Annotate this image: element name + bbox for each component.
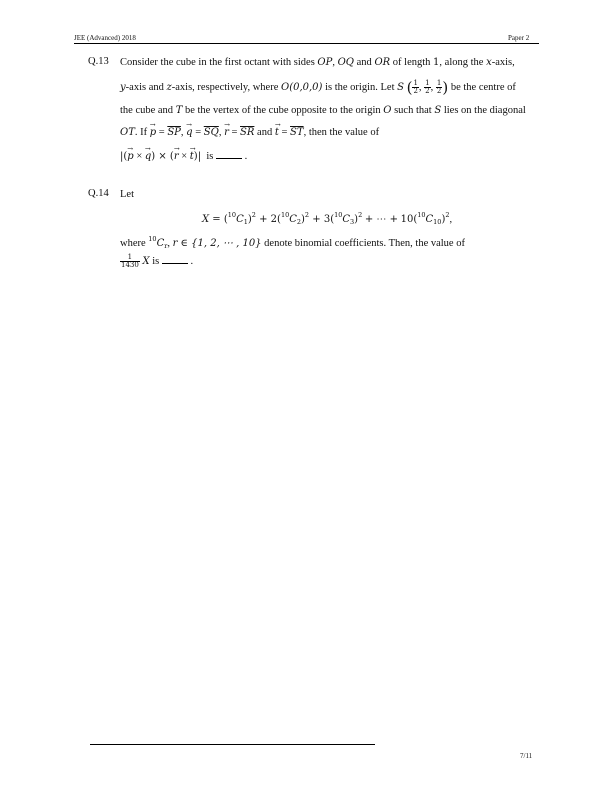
q13-line-4: OT. $If \to p = \overline{SP}$, → $q = \overline{SQ}$, → $r = \overline{SR}$ and → $t = \overline{ST}$, then the value of: [120, 126, 379, 140]
fraction-1-over-1430: $\frac{1}{1430}$: [121, 253, 139, 270]
q13-number: Q.13: [88, 56, 109, 67]
header-paper: Paper 2: [508, 34, 530, 42]
fraction-half: $\frac{1}{2}$: [436, 79, 442, 95]
fraction-half: $\frac{1}{2}$: [413, 79, 418, 95]
q14-line-where: where $^{10}C_r$, r ∈ {1, 2, ⋯ , 10} denote binomial coefficients. Then, the value of: [120, 235, 465, 250]
page-number: 7/11: [520, 752, 533, 760]
answer-blank: [162, 254, 188, 264]
header-rule: [74, 43, 539, 44]
q14-equation: $X = (^{10}C_1)^2 + 2(^{10}C_2)^2 + 3(^{10}C_3)^2$ + ⋯ + $10(^{10}C_{10})^2$,: [202, 211, 453, 226]
q13-line-2: y-axis and z-axis, respectively, where O(0,0,0) is the origin. Let S ( $\frac{1}{2}$ , $\frac{1}{2}$ , $\frac{1}{2}$ ) be the centre of: [120, 78, 516, 97]
header-exam-title: JEE (Advanced) 2018: [74, 34, 136, 42]
q14-expression: $\frac{1}{1430}$ X is .: [121, 253, 194, 270]
q13-line-1: Consider the cube in the first octant with sides OP, OQ and OR of length 1, along the x-axis,: [120, 57, 515, 68]
answer-blank: [216, 149, 242, 159]
fraction-half: $\frac{1}{2}$: [425, 79, 430, 95]
footer-rule: [90, 744, 375, 745]
q14-number: Q.14: [88, 188, 109, 199]
q14-let: Let: [120, 189, 134, 200]
q13-expression: |(→ p × → q) × (→ r × → t)| is .: [120, 149, 247, 164]
q13-line-3: the cube and T be the vertex of the cube opposite to the origin O such that S lies on the diagonal: [120, 105, 526, 116]
